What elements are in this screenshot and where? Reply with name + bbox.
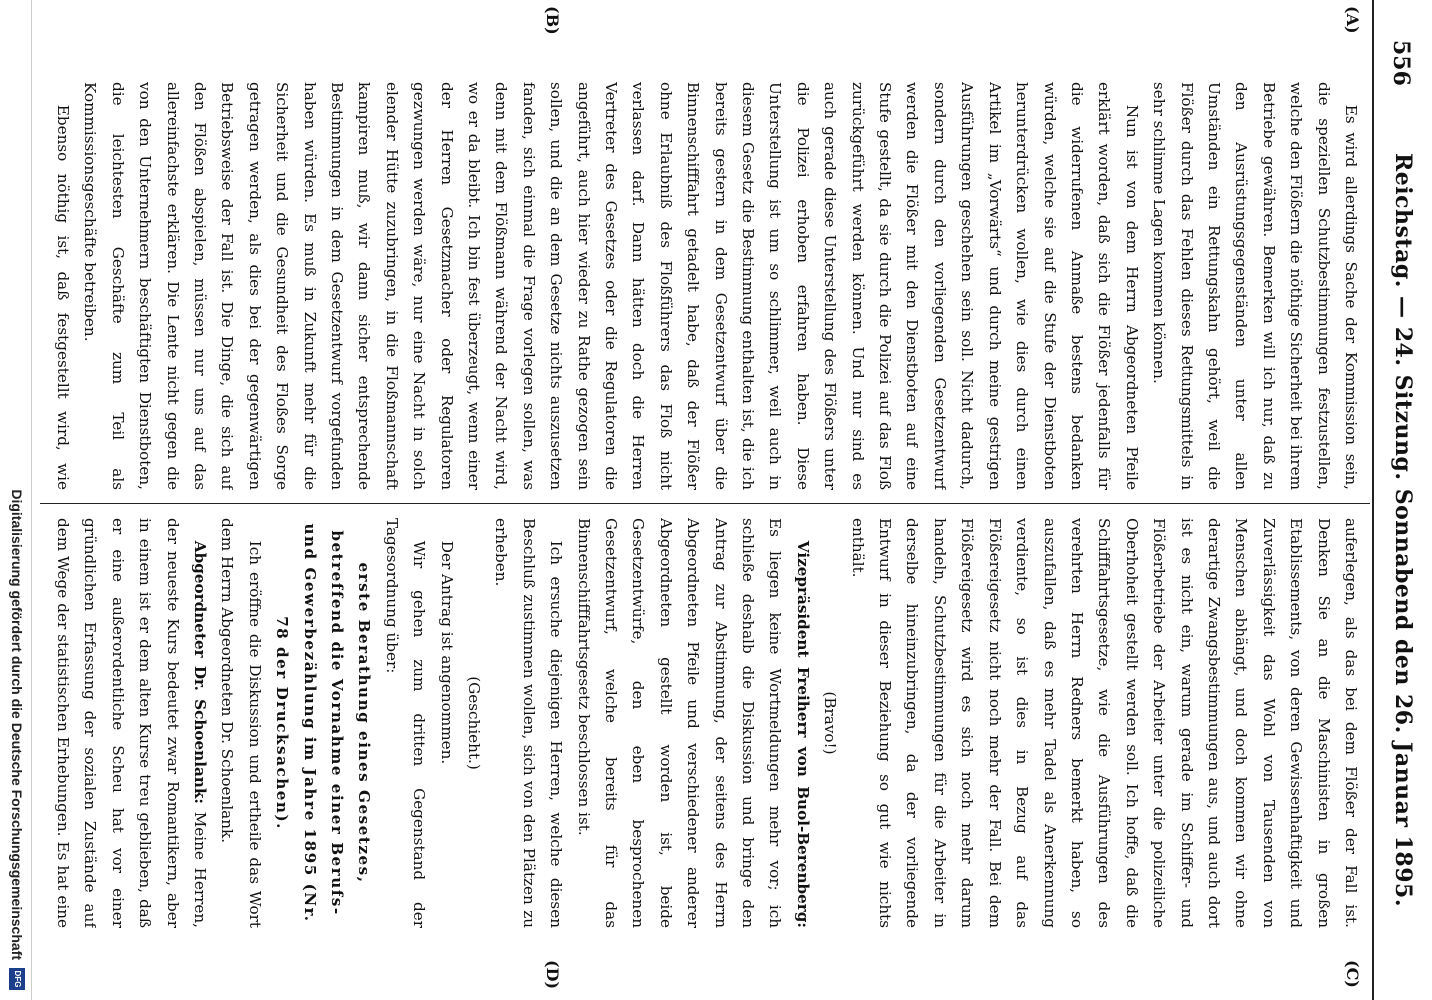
vice-president-statement <box>569 518 816 928</box>
digitization-note: Digitalisierung gefördert durch die Deutsche Forschungsgemeinschaft <box>9 489 25 960</box>
speaker-paragraph-1 <box>44 518 213 928</box>
next-agenda-intro: Wir gehen zum dritten Gegenstand der Tagesordnung über: <box>382 518 429 928</box>
left-paragraph-2: Nun ist von dem Herrn Abgeordneten Pfeile erklärt worden, daß sich die Flößer jedenfalls für die widerrufenen Anmaße bestens bedanken würden, welche sie auf die Stufe der Dienstboten herunterdrücken wollen, wie dies durch einen Artikel im „Vorwärts“ und durch meine gestrigen Ausführungen geschehen sein soll. Nicht dadurch, sondern durch den vorliegenden Gesetzentwurf werden die Flößer mit den Dienstboten auf eine Stufe gestellt, da sie durch die Polizei auf das Floß zurückgeführt werden können. Und nur sind es auch gerade diese Unterstellung des Flößers unter die Polizei erhoben erfahren haben. Diese Unterstellung ist um so schlimmer, weil auch in diesem Gesetz die Bestimmung enthalten ist, die ich bereits gestern in dem Gesetzentwurf über die Binnenschifffahrt getadelt habe, daß der Flößer ohne Erlaubniß des Floßführers das Floß nicht verlassen darf. Dann hätten doch die Herren Vertreter des Gesetzes oder die Regulatoren die angeführt, auch hier wieder zu Rathe gezogen sein sollen, und die an dem Gesetze nichts auszusetzen fanden, sich einmal die Frage vorlegen sollen, was denn mit dem Flößmann während der Nacht wird, wo er da bleibt. Ich bin fest überzeugt, wenn einer der Herren Gesetzmacher oder Regulatoren gezwungen werden wäre, nur eine Nacht in solch elender Hütte zuzubringen, in die Floßmannschaft kampiren muß, wir dann sicher entsprechende Bestimmungen in dem Gesetzentwurf vorgefunden haben würden. Es muß in Zukunft mehr für die Sicherheit und die Gesundheit des Floßes Sorge getragen werden, als dies bei der gegenwärtigen Betriebsweise der Fall ist. Die Dinge, die sich auf den Flößen abspielen, müssen nur uns auf das allereinfachste erklären. Die Lente nicht gegen die von den Unternehmern beschäftigten Dienstboten, die leichtesten Geschäfte zum Teil als Kommissionsgeschäfte betreiben. <box>81 82 1141 490</box>
agenda-item-title-text: erste Berathung eines Gesetzes, betreffend die Vornahme einer Berufs- und Gewerbezählung im Jahre 1895 (Nr. 78 der Drucksachen). <box>273 523 374 923</box>
left-paragraph-3: Ebenso nöthig ist, daß festgestellt wird, wie <box>53 104 72 490</box>
vote-call: Ich ersuche diejenigen Herren, welche diesen Beschluß zustimmen wollen, sich von den Plätzen zu erheben. <box>492 518 566 928</box>
column-divider <box>40 503 1370 504</box>
margin-mark-c: (C) <box>1343 960 1362 988</box>
margin-mark-a: (A) <box>1343 6 1362 34</box>
margin-mark-b: (B) <box>543 6 562 35</box>
speaker-name: Abgeordneter Dr. Schoenlank: <box>190 540 209 804</box>
applause-note: (Bravo!) <box>821 691 840 755</box>
page-number: 556 <box>1388 40 1414 86</box>
right-continuation: auferlegen, als das bei dem Flößer der Fall ist. Denken Sie an die Maschinisten in großen Etablissements, von deren Gewissenhaftigkeit und Zuverlässigkeit das Wohl von Tausenden von Menschen abhängt, und doch kommen wir ohne derartige Zwangsbestimmungen aus, und auch dort ist es nicht ein, warum gerade im Schiffer- und Flößerbetriebe der Arbeiter unter die polizeiliche Oberhoheit gestellt werden soll. Ich hoffe, daß die Schifffahrtsgesetze, wie die Ausführungen des verehrten Herrn Redners bemerkt haben, so auszufallen, daß es mehr Tadel als Anerkennung verdiente, so ist dies in Bezug auf das Flößereigesetz nicht noch mehr der Fall. Bei dem Flößereigesetz wird es sich noch mehr darum handeln, Schutzbestimmungen für die Arbeiter in derselbe hineinzubringen, da der vorliegende Entwurf in dieser Beziehung so gut wie nichts enthält. <box>848 518 1360 928</box>
margin-mark-d: (D) <box>543 960 562 990</box>
page-header <box>1372 0 1432 1000</box>
speech-text-1: Meine Herren, der neueste Kurs bedeutet zwar Romantikern, aber in einem ist er dem alten Kurse treu geblieben, daß er eine außerordentliche Scheu hat vor einer gründlichen Erfassung der sozialen Zustände auf dem Wege der statistischen Erhebungen. Es hat eine <box>53 518 209 928</box>
vice-president-speech: Es liegen keine Wortmeldungen mehr vor; ich schließe deshalb die Diskussion und bringe den Antrag zur Abstimmung, der seitens des Herrn Abgeordneten Pfeile und verschiedener anderer Abgeordneten gestellt worden ist, beide Gesetzentwürfe, den eben besprochenen Gesetzentwurf, welche bereits für das Binnenschifffahrtsgesetz beschlossen ist. <box>574 518 785 928</box>
left-paragraph-1: Es wird allerdings Sache der Kommission sein, die speziellen Schutzbestimmungen festzustellen, welche den Flößern die nöthige Sicherheit bei ihrem Betriebe gewähren. Bemerken will ich nur, daß zu den Ausrüstungsgegenständen unter allen Umständen ein Rettungskahn gehört, weil die Flößer durch das Fehlen dieses Rettungsmittels in sehr schlimme Lagen kommen können. <box>1150 82 1360 490</box>
vice-president-name: Vizepräsident Freiherr von Buol-Berenberg: <box>793 540 812 928</box>
right-column <box>44 518 1364 928</box>
vote-result: (Geschieht.) <box>465 676 483 770</box>
motion-accepted: Der Antrag ist angenommen. <box>437 540 456 765</box>
left-column <box>44 82 1364 490</box>
running-head: Reichstag. — 24. Sitzung. Sonnabend den 26. Januar 1895. <box>1390 153 1416 907</box>
dfg-logo: DFG <box>9 968 25 990</box>
agenda-item-title <box>268 518 378 928</box>
digitization-footer <box>0 0 32 1000</box>
discussion-opening: Ich eröffne die Diskussion und ertheile das Wort dem Herrn Abgeordneten Dr. Schoenlank. <box>218 518 264 928</box>
